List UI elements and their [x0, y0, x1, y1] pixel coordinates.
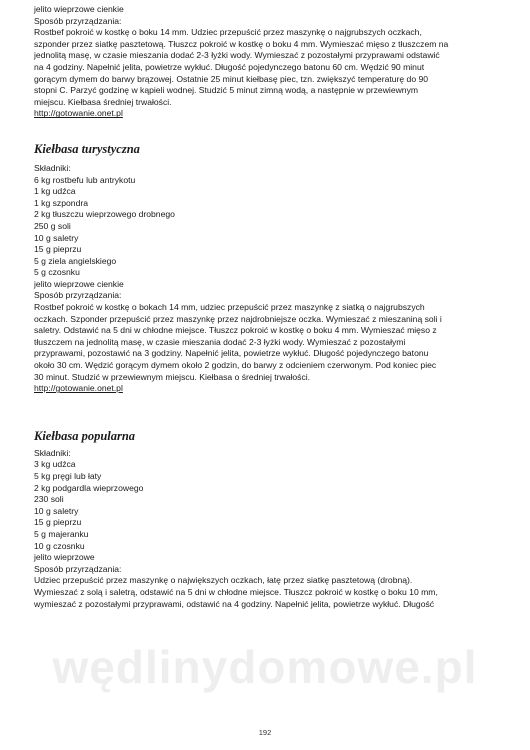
section-continuation [34, 4, 504, 120]
text-line: Sposób przyrządzania: [34, 15, 122, 26]
recipe-kielbasa-turystyczna [34, 142, 504, 395]
text-line: szponder przez siatkę pasztetową. Tłuszcz pokroić w kostkę o boku 4 mm. Wymieszać mięso z tłuszczem na [34, 38, 449, 49]
method-line: wymieszać z pozostałymi przyprawami, odstawić na 4 godziny. Napełnić jelita, powietrze wykłuć. Długość [34, 598, 435, 609]
method-line: około 30 cm. Wędzić gorącym dymem około 2 godzin, do barwy z odcieniem czerwonym. Pod koniec piec [34, 360, 437, 371]
method-line: 30 minut. Studzić w przewiewnym miejscu. Kiełbasa o średniej trwałości. [34, 371, 311, 382]
document-page [34, 4, 504, 610]
source-link[interactable]: http://gotowanie.onet.pl [34, 108, 123, 119]
source-link[interactable]: http://gotowanie.onet.pl [34, 383, 123, 394]
text-line: stopni C. Parzyć godzinę w kąpieli wodnej. Studzić 5 minut zimną wodą, a następnie w przewiewnym [34, 85, 419, 96]
text-line: jelito wieprzowe cienkie [34, 4, 124, 14]
ingredient-line: 5 g majeranku [34, 528, 89, 539]
ingredient-line: 15 g pieprzu [34, 517, 82, 528]
recipe-kielbasa-popularna [34, 429, 504, 610]
page-number: 192 [258, 728, 272, 737]
text-line: miejscu. Kiełbasa średniej trwałości. [34, 96, 172, 107]
method-line: saletry. Odstawić na 5 dni w chłodne miejsce. Tłuszcz pokroić w kostkę o boku 4 mm. Wymieszać mięso z [34, 325, 437, 336]
method-line: przyprawami, pozostawić na 3 godziny. Napełnić jelita, powietrze wykłuć. Długość pojedynczego batonu [34, 348, 429, 359]
method-line: Udziec przepuścić przez maszynkę o największych oczkach, łatę przez siatkę pasztetową (drobną). [34, 575, 413, 586]
ingredient-line: 5 kg pręgi lub łaty [34, 471, 102, 481]
recipe-title: Kiełbasa turystyczna [34, 141, 140, 156]
ingredient-line: 230 soli [34, 494, 64, 505]
ingredient-line: 15 g pieprzu [34, 244, 82, 255]
ingredient-line: 1 kg szpondra [34, 197, 88, 208]
text-line: jednolitą masę, w czasie mieszania dodać 2-3 łyżki wody. Wymieszać z pozostałymi przyprawami odstawić [34, 50, 440, 61]
method-line: oczkach. Szponder przepuścić przez maszynkę przez najdrobniejsze oczka. Wymieszać z mieszaniną soli i [34, 313, 442, 324]
ingredient-line: 6 kg rostbefu lub antrykotu [34, 174, 136, 185]
ingredient-line: 2 kg tłuszczu wieprzowego drobnego [34, 209, 175, 220]
ingredient-line: Sposób przyrządzania: [34, 290, 122, 301]
ingredient-line: 1 kg udźca [34, 186, 76, 197]
method-line: Wymieszać z solą i saletrą, odstawić na 5 dni w chłodne miejsce. Tłuszcz pokroić w kostkę o boku 10 mm, [34, 586, 438, 597]
ingredient-line: jelito wieprzowe [34, 552, 95, 563]
ingredient-line: 10 g saletry [34, 232, 79, 243]
method-line: Rostbef pokroić w kostkę o bokach 14 mm, udziec przepuścić przez maszynkę z siatką o najgrubszych [34, 302, 425, 313]
ingredient-line: 5 g czosnku [34, 267, 80, 278]
text-line: gorącym dymem do barwy brązowej. Ostatnie 25 minut kiełbasę piec, tzn. zwiększyć temperaturę do 90 [34, 73, 429, 84]
ingredient-line: Składniki: [34, 447, 71, 458]
ingredient-line: 5 g ziela angielskiego [34, 255, 117, 266]
watermark: wędlinydomowe.pl [52, 641, 478, 693]
ingredient-line: 10 g saletry [34, 505, 79, 516]
recipe-title: Kiełbasa popularna [34, 428, 136, 443]
text-line: na 4 godziny. Napełnić jelita, powietrze wykłuć. Długość pojedynczego batonu 60 cm. Wędzić 90 minut [34, 61, 425, 72]
ingredient-line: Składniki: [34, 162, 71, 173]
ingredient-line: 250 g soli [34, 220, 71, 231]
ingredient-line: jelito wieprzowe cienkie [34, 278, 124, 289]
ingredient-line: 10 g czosnku [34, 540, 85, 551]
text-line: Rostbef pokroić w kostkę o boku 14 mm. Udziec przepuścić przez maszynkę o najgrubszych oczkach, [34, 27, 422, 38]
ingredient-line: 2 kg podgardla wieprzowego [34, 482, 144, 493]
ingredient-line: 3 kg udźca [34, 459, 76, 470]
method-line: tłuszczem na jednolitą masę, w czasie mieszania dodać 2-3 łyżki wody. Wymieszać z pozostałymi [34, 336, 406, 347]
ingredient-line: Sposób przyrządzania: [34, 563, 122, 574]
